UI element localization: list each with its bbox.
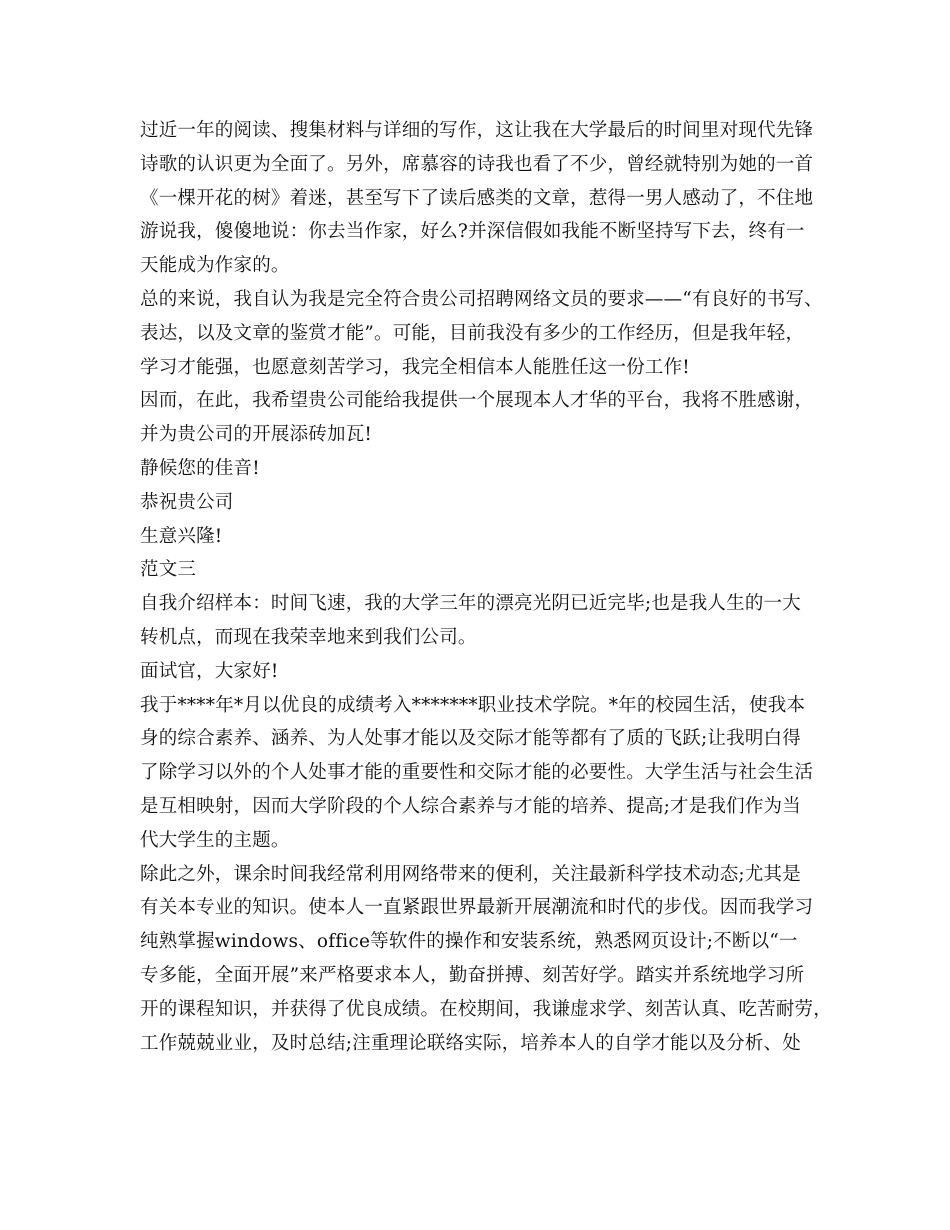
text-line: 了除学习以外的个人处事才能的重要性和交际才能的必要性。大学生活与社会生活 — [140, 762, 814, 784]
text-line: 有关本专业的知识。使本人一直紧跟世界最新开展潮流和时代的步伐。因而我学习 — [140, 897, 814, 919]
text-line: 总的来说，我自认为我是完全符合贵公司招聘网络文员的要求——“有良好的书写、 — [140, 288, 823, 310]
text-line: 是互相映射，因而大学阶段的个人综合素养与才能的培养、提高;才是我们作为当 — [140, 795, 801, 817]
text-line: 代大学生的主题。 — [140, 829, 290, 851]
text-line: 面试官，大家好! — [140, 660, 279, 682]
text-line: 并为贵公司的开展添砖加瓦! — [140, 424, 373, 446]
text-line: 天能成为作家的。 — [140, 255, 290, 277]
text-line: 身的综合素养、涵养、为人处事才能以及交际才能等都有了质的飞跃;让我明白得 — [140, 728, 801, 750]
text-line: 静候您的佳音! — [140, 457, 260, 479]
text-line: 自我介绍样本：时间飞速，我的大学三年的漂亮光阴已近完毕;也是我人生的一大 — [140, 593, 801, 615]
text-line: 除此之外，课余时间我经常利用网络带来的便利，关注最新科学技术动态;尤其是 — [140, 863, 801, 885]
text-line: 恭祝贵公司 — [140, 491, 234, 513]
text-line: 《一棵开花的树》着迷，甚至写下了读后感类的文章，惹得一男人感动了，不住地 — [140, 187, 814, 209]
text-line: 专多能，全面开展”来严格要求本人，勤奋拼搏、刻苦好学。踏实并系统地学习所 — [140, 964, 805, 986]
document-body — [140, 114, 840, 1060]
text-line: 诗歌的认识更为全面了。另外，席慕容的诗我也看了不少，曾经就特别为她的一首 — [140, 153, 814, 175]
text-line: 开的课程知识，并获得了优良成绩。在校期间，我谦虚求学、刻苦认真、吃苦耐劳， — [140, 998, 832, 1020]
text-line: 生意兴隆! — [140, 525, 223, 547]
text-line: 工作兢兢业业，及时总结;注重理论联络实际，培养本人的自学才能以及分析、处 — [140, 1032, 801, 1054]
text-line: 转机点，而现在我荣幸地来到我们公司。 — [140, 626, 477, 648]
text-line: 纯熟掌握windows、office等软件的操作和安装系统，熟悉网页设计;不断以“一 — [140, 931, 798, 953]
text-line: 因而，在此，我希望贵公司能给我提供一个展现本人才华的平台，我将不胜感谢， — [140, 390, 814, 412]
text-line: 游说我，傻傻地说：你去当作家，好么?并深信假如我能不断坚持写下去，终有一 — [140, 221, 805, 243]
text-line: 表达，以及文章的鉴赏才能”。可能，目前我没有多少的工作经历，但是我年轻， — [140, 322, 805, 344]
text-line: 过近一年的阅读、搜集材料与详细的写作，这让我在大学最后的时间里对现代先锋 — [140, 120, 814, 141]
text-line: 学习才能强，也愿意刻苦学习，我完全相信本人能胜任这一份工作! — [140, 356, 690, 378]
text-line: 我于****年*月以优良的成绩考入*******职业技术学院。*年的校园生活，使我本 — [140, 694, 806, 716]
section-heading: 范文三 — [140, 559, 197, 581]
